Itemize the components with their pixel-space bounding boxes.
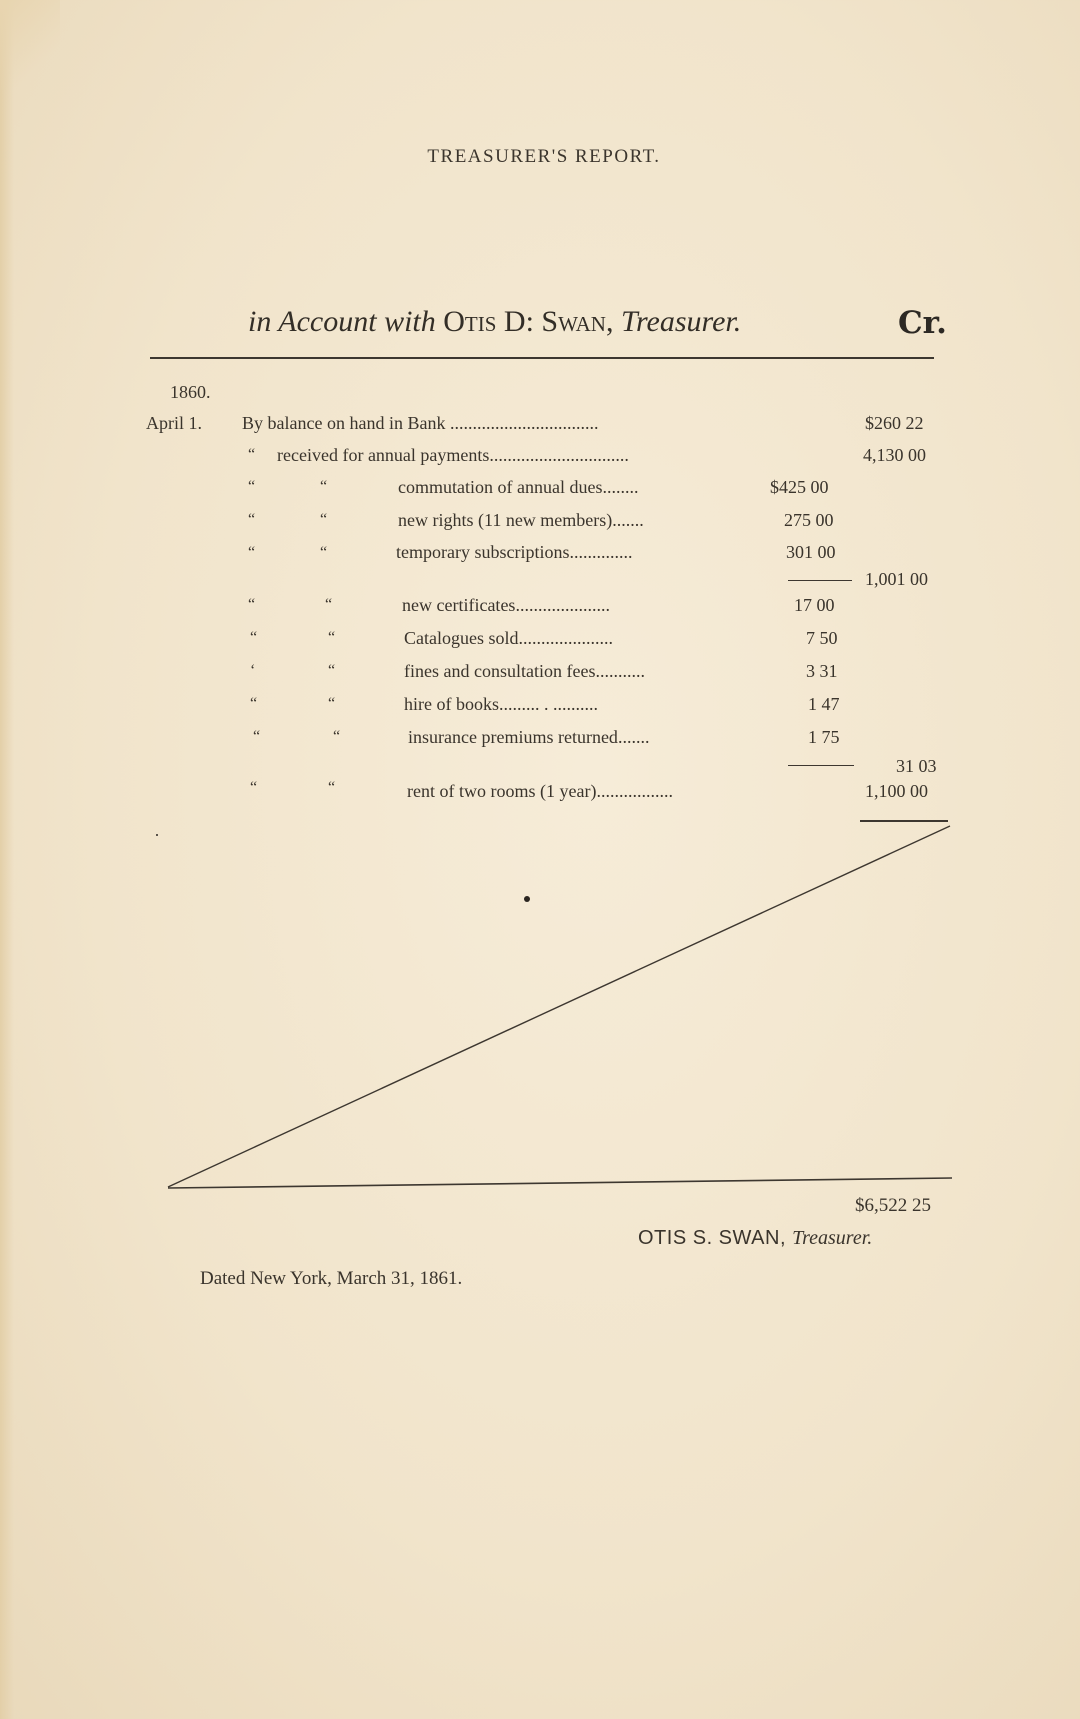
dated-line: Dated New York, March 31, 1861. xyxy=(200,1268,463,1289)
heading-name: Otis D: Swan, xyxy=(443,305,614,338)
entry-text: rent of two rooms (1 year)................. xyxy=(407,781,673,801)
ledger-year: 1860. xyxy=(170,382,211,402)
entry-text: By balance on hand in Bank ................................. xyxy=(242,413,599,433)
entry-amount-inner: 1 47 xyxy=(808,694,840,714)
ditto-mark: “ xyxy=(328,629,336,646)
entry-text: temporary subscriptions.............. xyxy=(396,542,633,562)
grand-total: $6,522 25 xyxy=(855,1195,931,1216)
entry-text: new certificates..................... xyxy=(402,595,610,615)
entry-amount-inner: 17 00 xyxy=(794,595,835,615)
signature-name: OTIS S. SWAN, xyxy=(638,1227,786,1249)
ditto-mark: “ xyxy=(328,779,336,796)
ditto-mark: “ xyxy=(248,478,256,495)
entry-amount-inner: 1 75 xyxy=(808,727,840,747)
ditto-mark: “ xyxy=(250,779,258,796)
entry-text: insurance premiums returned....... xyxy=(408,727,650,747)
ditto-mark: “ xyxy=(248,446,256,463)
ditto-mark: “ xyxy=(248,544,256,561)
ditto-mark: “ xyxy=(253,728,261,745)
ditto-mark: “ xyxy=(248,511,256,528)
ditto-mark: “ xyxy=(320,478,328,495)
ditto-mark: “ xyxy=(328,695,336,712)
entry-date: April 1. xyxy=(146,413,202,433)
entry-text: commutation of annual dues........ xyxy=(398,477,639,497)
entry-amount-inner: 3 31 xyxy=(806,661,838,681)
entry-text: hire of books......... . .......... xyxy=(404,694,598,714)
subtotal-amount: 1,001 00 xyxy=(865,569,928,589)
ditto-mark: ‘ xyxy=(250,662,256,679)
entry-text: new rights (11 new members)....... xyxy=(398,510,644,530)
bottom-rule xyxy=(168,1178,952,1188)
heading-role: Treasurer. xyxy=(620,305,742,338)
entry-text: fines and consultation fees........... xyxy=(404,661,645,681)
ink-speck xyxy=(524,896,530,902)
entry-amount-outer: $260 22 xyxy=(865,413,924,433)
ditto-mark: “ xyxy=(320,544,328,561)
ditto-mark: “ xyxy=(325,596,333,613)
signature-role: Treasurer. xyxy=(792,1227,873,1249)
ditto-mark: “ xyxy=(250,695,258,712)
entry-amount-inner: 301 00 xyxy=(786,542,836,562)
entry-text: received for annual payments............................... xyxy=(277,445,629,465)
entry-amount-outer: 4,130 00 xyxy=(863,445,926,465)
ditto-mark: “ xyxy=(248,596,256,613)
report-header: TREASURER'S REPORT. xyxy=(427,146,661,167)
entry-amount-inner: 7 50 xyxy=(806,628,838,648)
heading-prefix: in Account with xyxy=(248,305,436,338)
ditto-mark: “ xyxy=(333,728,341,745)
diagonal-line xyxy=(168,826,950,1187)
ditto-mark: “ xyxy=(328,662,336,679)
ditto-mark: “ xyxy=(250,629,258,646)
subtotal-amount: 31 03 xyxy=(896,756,937,776)
ditto-mark: “ xyxy=(320,511,328,528)
entry-amount-outer: 1,100 00 xyxy=(865,781,928,801)
treasurer-signature xyxy=(638,1227,872,1250)
entry-amount-inner: $425 00 xyxy=(770,477,829,497)
entry-text: Catalogues sold..................... xyxy=(404,628,613,648)
credit-mark: Cr. xyxy=(898,305,947,341)
entry-amount-inner: 275 00 xyxy=(784,510,834,530)
ink-speck xyxy=(156,834,158,836)
